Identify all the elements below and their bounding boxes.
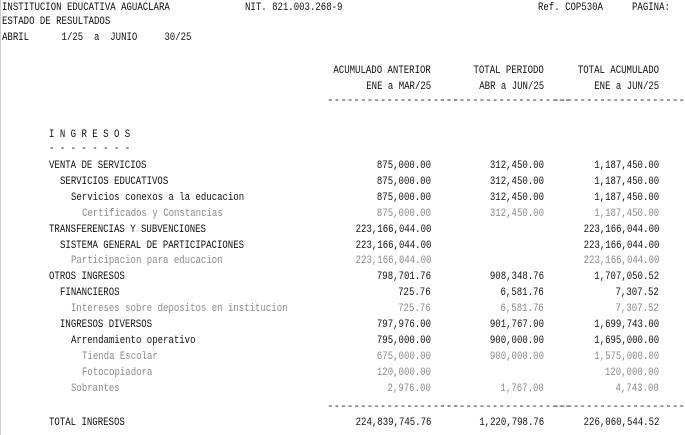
row-periodo: 6,581.76 [500, 303, 544, 316]
row-acumulado: 1,187,450.00 [594, 175, 659, 188]
col-periodo-subheader: ABR a JUN/25 [479, 81, 544, 93]
row-anterior: 223,166,044.00 [355, 239, 431, 252]
row-periodo: 901,767.00 [489, 319, 544, 331]
row-label: TRANSFERENCIAS Y SUBVENCIONES [49, 223, 206, 236]
report-period: ABRIL 1/25 a JUNIO 30/25 [2, 32, 192, 44]
table-row [0, 238, 670, 254]
row-acumulado: 1,187,450.00 [594, 191, 659, 204]
row-anterior: 875,000.00 [376, 175, 431, 188]
col-acumulado-subheader: ENE a JUN/25 [594, 81, 659, 93]
row-label: OTROS INGRESOS [49, 271, 125, 284]
row-anterior: 797,976.00 [376, 319, 431, 331]
row-acumulado: 1,699,743.00 [594, 319, 659, 331]
row-anterior: 223,166,044.00 [355, 223, 431, 236]
table-row [0, 222, 670, 238]
row-anterior: 875,000.00 [376, 207, 431, 220]
col-acumulado-header: TOTAL ACUMULADO [577, 65, 659, 77]
total-label: TOTAL INGRESOS [49, 417, 125, 429]
row-acumulado: 1,707,050.52 [594, 271, 659, 284]
row-periodo: 312,450.00 [489, 191, 544, 204]
row-label: Certificados y Constancias [82, 207, 223, 220]
row-periodo: 312,450.00 [489, 207, 544, 220]
row-periodo: 312,450.00 [489, 160, 544, 172]
table-row [0, 333, 670, 349]
row-label: Participacion para educacion [71, 255, 223, 268]
table-row [0, 174, 670, 190]
row-label: FINANCIEROS [60, 287, 120, 300]
row-anterior: 875,000.00 [376, 191, 431, 204]
row-anterior: 2,976.00 [387, 382, 431, 395]
row-label: Arrendamiento operativo [71, 334, 196, 347]
row-periodo: 6,581.76 [500, 287, 544, 300]
row-acumulado: 223,166,044.00 [583, 255, 659, 268]
institution-nit: NIT. 821.003.268-9 [245, 2, 343, 14]
row-acumulado: 1,187,450.00 [594, 207, 659, 220]
institution-name: INSTITUCION EDUCATIVA AGUACLARA [2, 2, 170, 14]
table-row [0, 206, 670, 222]
row-acumulado: 223,166,044.00 [583, 239, 659, 252]
table-row [0, 301, 670, 317]
row-acumulado: 7,307.52 [615, 287, 659, 300]
row-acumulado: 1,575,000.00 [594, 350, 659, 363]
table-row [0, 381, 670, 397]
page-label: PAGINA: [632, 2, 670, 14]
section-title: I N G R E S O S [49, 129, 131, 141]
total-periodo: 1,220,798.76 [479, 417, 544, 429]
col-periodo-rule: -------------------- [439, 95, 572, 107]
total-acumulado: 226,060,544.52 [583, 417, 659, 429]
table-row [0, 253, 670, 269]
row-label: VENTA DE SERVICIOS [49, 160, 147, 172]
total-anterior-rule: -------------------- [327, 401, 460, 413]
row-periodo: 900,000.00 [489, 350, 544, 363]
row-anterior: 875,000.00 [376, 160, 431, 172]
row-acumulado: 1,187,450.00 [594, 160, 659, 172]
report-ref: Ref. COP530A [538, 2, 603, 14]
col-anterior-header: ACUMULADO ANTERIOR [333, 65, 431, 77]
col-anterior-rule: -------------------- [327, 95, 460, 107]
row-periodo: 312,450.00 [489, 175, 544, 188]
row-acumulado: 7,307.52 [615, 303, 659, 316]
total-periodo-rule: -------------------- [439, 401, 572, 413]
row-acumulado: 223,166,044.00 [583, 223, 659, 236]
table-row [0, 365, 670, 381]
row-label: Tienda Escolar [82, 350, 158, 363]
row-anterior: 223,166,044.00 [355, 255, 431, 268]
row-label: SISTEMA GENERAL DE PARTICIPACIONES [60, 239, 245, 252]
section-underline: - - - - - - - - [49, 143, 131, 155]
table-row [0, 269, 670, 285]
total-anterior: 224,839,745.76 [355, 417, 431, 429]
row-label: Fotocopiadora [82, 366, 153, 379]
table-row [0, 285, 670, 301]
row-acumulado: 1,695,000.00 [594, 334, 659, 347]
col-acumulado-rule: -------------------- [553, 95, 685, 107]
total-row [0, 415, 670, 431]
row-anterior: 725.76 [398, 287, 431, 300]
row-anterior: 725.76 [398, 303, 431, 316]
row-label: Servicios conexos a la educacion [71, 191, 245, 204]
row-label: SERVICIOS EDUCATIVOS [60, 175, 169, 188]
total-acumulado-rule: -------------------- [553, 401, 685, 413]
row-anterior: 675,000.00 [376, 350, 431, 363]
row-periodo: 900,000.00 [489, 334, 544, 347]
col-periodo-header: TOTAL PERIODO [473, 65, 544, 77]
table-row [0, 317, 670, 333]
row-periodo: 908,348.76 [489, 271, 544, 284]
row-label: Sobrantes [71, 382, 120, 395]
row-anterior: 798,701.76 [376, 271, 431, 284]
table-row [0, 158, 670, 174]
row-label: Intereses sobre depositos en institucion [71, 303, 288, 316]
row-anterior: 120,000.00 [376, 366, 431, 379]
report-title: ESTADO DE RESULTADOS [2, 16, 111, 28]
table-row [0, 190, 670, 206]
table-row [0, 349, 670, 365]
row-anterior: 795,000.00 [376, 334, 431, 347]
row-acumulado: 120,000.00 [604, 366, 659, 379]
row-acumulado: 4,743.00 [615, 382, 659, 395]
col-anterior-subheader: ENE a MAR/25 [366, 81, 431, 93]
row-label: INGRESOS DIVERSOS [60, 319, 153, 331]
row-periodo: 1,767.00 [500, 382, 544, 395]
